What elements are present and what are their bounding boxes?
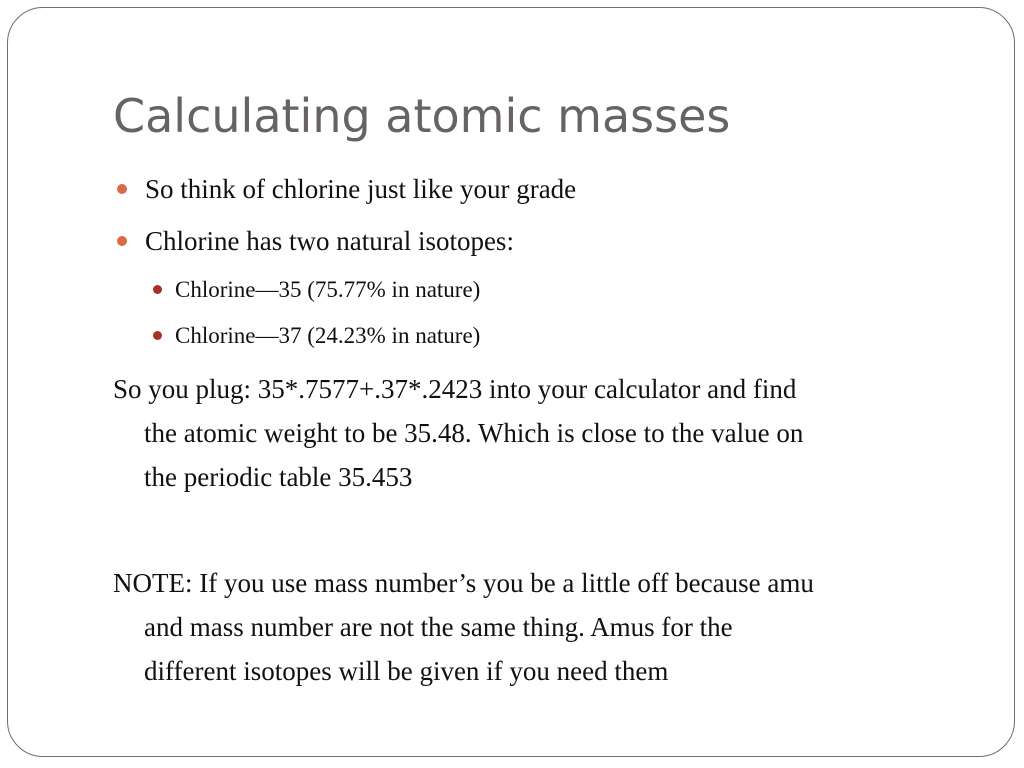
bullet-dot-icon: [117, 184, 127, 194]
note-paragraph: [113, 561, 993, 693]
slide-title: Calculating atomic masses: [113, 89, 731, 143]
calculation-paragraph: [113, 367, 993, 499]
sub-bullet-chlorine-37: Chlorine—37 (24.23% in nature): [175, 323, 481, 348]
note-line-3: different isotopes will be given if you need them: [144, 656, 669, 686]
note-line-1: NOTE: If you use mass number’s you be a little off because amu: [113, 568, 814, 598]
calculation-line-1: So you plug: 35*.7577+.37*.2423 into your calculator and find: [113, 374, 797, 404]
note-line-2: and mass number are not the same thing. Amus for the: [144, 612, 733, 642]
sub-bullet-dot-icon: [153, 285, 162, 294]
sub-bullet-dot-icon: [153, 331, 162, 340]
bullet-item-grade: So think of chlorine just like your grade: [145, 174, 577, 204]
calculation-line-3: the periodic table 35.453: [144, 462, 413, 492]
calculation-line-2: the atomic weight to be 35.48. Which is close to the value on: [144, 418, 804, 448]
bullet-dot-icon: [117, 236, 127, 246]
bullet-item-isotopes: Chlorine has two natural isotopes:: [145, 226, 514, 256]
sub-bullet-chlorine-35: Chlorine—35 (75.77% in nature): [175, 277, 481, 302]
